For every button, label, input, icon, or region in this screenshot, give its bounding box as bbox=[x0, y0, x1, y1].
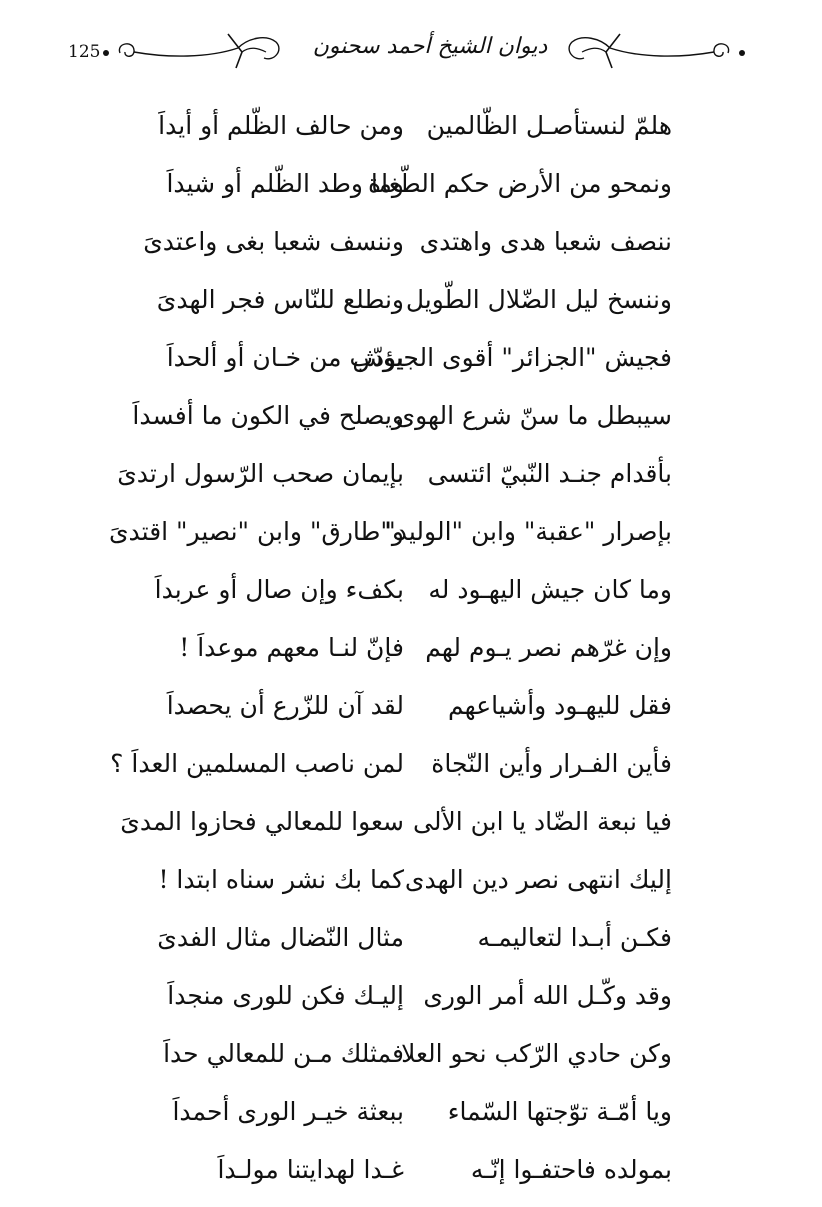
verse-first-hemistich: ونمحو من الأرض حكم الطّغاة bbox=[368, 169, 672, 198]
verse-second-hemistich: وننسف شعبا بغى واعتدىَ bbox=[143, 227, 404, 256]
verse-second-hemistich: وما وطد الظّلم أو شيداَ bbox=[166, 169, 404, 198]
verse bbox=[0, 850, 822, 908]
verse-first-hemistich: وننسخ ليل الضّلال الطّويل bbox=[405, 285, 672, 314]
verse-first-hemistich: فأين الفـرار وأين النّجاة bbox=[431, 749, 672, 778]
verse bbox=[0, 502, 822, 560]
verse bbox=[0, 966, 822, 1024]
verse-second-hemistich: غـدا لهدايتنا مولـداَ bbox=[217, 1155, 404, 1184]
verse bbox=[0, 734, 822, 792]
verse bbox=[0, 154, 822, 212]
verse bbox=[0, 792, 822, 850]
poem bbox=[0, 96, 822, 1198]
verse-second-hemistich: كما بك نشر سناه ابتدا ! bbox=[158, 865, 404, 894]
verse-first-hemistich: وكن حادي الرّكب نحو العلا bbox=[401, 1039, 672, 1068]
running-title: ديوان الشيخ أحمد سحنون bbox=[312, 34, 548, 59]
verse-first-hemistich: فيا نبعة الضّاد يا ابن الألى bbox=[413, 807, 672, 836]
right-flourish-ornament bbox=[560, 28, 750, 78]
verse bbox=[0, 270, 822, 328]
verse-first-hemistich: وما كان جيش اليهـود له bbox=[428, 575, 672, 604]
verse bbox=[0, 212, 822, 270]
verse bbox=[0, 1024, 822, 1082]
verse-first-hemistich: بمولده فاحتفـوا إنّـه bbox=[470, 1155, 672, 1184]
verse bbox=[0, 1140, 822, 1198]
verse-first-hemistich: بأقدام جنـد النّبيّ ائتسى bbox=[427, 459, 672, 488]
verse-first-hemistich: فكـن أبـدا لتعاليمـه bbox=[477, 923, 672, 952]
verse bbox=[0, 96, 822, 154]
verse bbox=[0, 560, 822, 618]
verse-second-hemistich: ويصلح في الكون ما أفسداَ bbox=[132, 401, 404, 430]
verse-first-hemistich: سيبطل ما سنّ شرع الهوى bbox=[395, 401, 672, 430]
verse-second-hemistich: لمن ناصب المسلمين العداَ ؟ bbox=[110, 749, 404, 778]
verse bbox=[0, 908, 822, 966]
verse-second-hemistich: إليـك فكن للورى منجداَ bbox=[167, 981, 404, 1010]
verse-first-hemistich: وقد وكّـل الله أمر الورى bbox=[423, 981, 672, 1010]
verse-second-hemistich: مثال النّضال مثال الفدىَ bbox=[157, 923, 404, 952]
verse bbox=[0, 1082, 822, 1140]
verse bbox=[0, 444, 822, 502]
verse-second-hemistich: بإيمان صحب الرّسول ارتدىَ bbox=[117, 459, 404, 488]
verse-second-hemistich: ومن حالف الظّلم أو أيداَ bbox=[158, 111, 404, 140]
verse bbox=[0, 386, 822, 444]
verse bbox=[0, 676, 822, 734]
verse-second-hemistich: لقد آن للزّرع أن يحصداَ bbox=[166, 691, 404, 720]
verse-first-hemistich: بإصرار "عقبة" وابن "الوليد" bbox=[384, 517, 672, 546]
verse bbox=[0, 328, 822, 386]
verse-second-hemistich: و"طارق" وابن "نصير" اقتدىَ bbox=[108, 517, 404, 546]
verse-second-hemistich: ببعثة خيـر الورى أحمداَ bbox=[172, 1097, 404, 1126]
verse-second-hemistich: يؤدّب من خـان أو ألحداَ bbox=[166, 343, 404, 372]
verse-first-hemistich: فقل لليهـود وأشياعهم bbox=[448, 691, 672, 720]
verse-second-hemistich: بكفء وإن صال أو عربداَ bbox=[154, 575, 404, 604]
page-number: 125 bbox=[68, 42, 101, 62]
left-flourish-ornament bbox=[98, 28, 288, 78]
verse-first-hemistich: ننصف شعبا هدى واهتدى bbox=[419, 227, 672, 256]
verse-first-hemistich: وإن غرّهم نصر يـوم لهم bbox=[425, 633, 672, 662]
verse-second-hemistich: ونطلع للنّاس فجر الهدىَ bbox=[156, 285, 404, 314]
verse-second-hemistich: فإنّ لنـا معهم موعداَ ! bbox=[179, 633, 404, 662]
verse-first-hemistich: هلمّ لنستأصـل الظّالمين bbox=[426, 111, 672, 140]
verse-first-hemistich: ويا أمّـة توّجتها السّماء bbox=[447, 1097, 672, 1126]
verse-first-hemistich: إليك انتهى نصر دين الهدى bbox=[404, 865, 672, 894]
verse-first-hemistich: فجيش "الجزائر" أقوى الجيوش bbox=[352, 343, 672, 372]
verse-second-hemistich: فمثلك مـن للمعالي حداَ bbox=[163, 1039, 404, 1068]
verse-second-hemistich: سعوا للمعالي فحازوا المدىَ bbox=[120, 807, 404, 836]
verse bbox=[0, 618, 822, 676]
page-header bbox=[0, 22, 822, 82]
